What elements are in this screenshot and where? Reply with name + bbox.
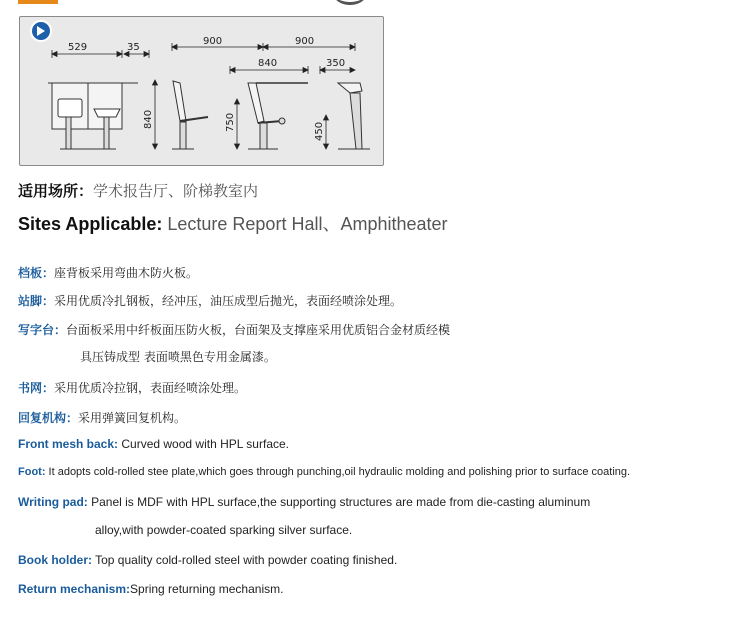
spec-en-item bbox=[18, 582, 283, 596]
sites-cn-value: 学术报告厅、阶梯教室内 bbox=[93, 182, 259, 200]
diagram-drawing bbox=[20, 17, 383, 165]
spec-en-text: Spring returning mechanism. bbox=[130, 582, 284, 596]
chair-side-view-desk bbox=[338, 83, 370, 149]
spec-cn-item bbox=[18, 264, 198, 281]
spec-cn-text: 采用优质冷扎钢板，经冲压，油压成型后抛光，表面经喷涂处理。 bbox=[54, 294, 403, 308]
spec-cn-label: 站脚： bbox=[18, 294, 55, 308]
spec-en-label: Foot: bbox=[18, 466, 46, 478]
spec-en-text: Panel is MDF with HPL surface,the supporting structures are made from die-casting aluminum bbox=[87, 495, 591, 509]
dim-350: 350 bbox=[326, 58, 346, 69]
spec-en-label: Return mechanism: bbox=[18, 582, 131, 596]
spec-cn-label: 档板： bbox=[18, 266, 55, 280]
spec-cn-text: 座背板采用弯曲木防火板。 bbox=[54, 266, 199, 280]
dimension-diagram bbox=[19, 16, 384, 166]
chair-side-view-folded bbox=[172, 81, 208, 149]
spec-en-continuation: alloy,with powder-coated sparking silver surface. bbox=[95, 523, 353, 537]
dim-840-height: 840 bbox=[143, 109, 154, 129]
dim-900-left: 900 bbox=[203, 36, 223, 47]
spec-cn-item bbox=[18, 321, 450, 338]
circle-arrow-right-icon[interactable] bbox=[31, 21, 51, 41]
spec-cn-label: 写字台： bbox=[18, 323, 67, 337]
spec-en-text: Top quality cold-rolled steel with powder coating finished. bbox=[92, 553, 398, 567]
sites-en-label: Sites Applicable: bbox=[18, 214, 163, 234]
dim-35: 35 bbox=[127, 42, 140, 53]
sites-en-heading bbox=[18, 210, 448, 236]
sites-cn-label: 适用场所： bbox=[18, 182, 94, 200]
spec-cn-label: 回复机构： bbox=[18, 411, 79, 425]
spec-en-label: Front mesh back: bbox=[18, 437, 119, 451]
spec-cn-text: 采用弹簧回复机构。 bbox=[78, 411, 187, 425]
chair-front-view bbox=[48, 83, 138, 149]
spec-en-item bbox=[18, 466, 630, 478]
dim-840-width: 840 bbox=[258, 58, 278, 69]
spec-en-item bbox=[18, 495, 590, 509]
dim-750: 750 bbox=[225, 112, 236, 132]
spec-cn-item bbox=[18, 292, 402, 309]
spec-en-label: Writing pad: bbox=[18, 495, 88, 509]
top-accent-bar bbox=[18, 0, 58, 4]
spec-cn-text: 台面板采用中纤板面压防火板，台面架及支撑座采用优质铝合金材质经模 bbox=[66, 323, 451, 337]
spec-cn-label: 书网： bbox=[18, 381, 55, 395]
spec-en-text: Curved wood with HPL surface. bbox=[118, 437, 289, 451]
spec-en-item bbox=[18, 437, 289, 451]
spec-cn-item bbox=[18, 379, 246, 396]
dim-900-right: 900 bbox=[295, 36, 315, 47]
spec-en-item bbox=[18, 553, 397, 567]
spec-en-label: Book holder: bbox=[18, 553, 92, 567]
sites-en-value: Lecture Report Hall、Amphitheater bbox=[162, 214, 448, 234]
dim-529: 529 bbox=[68, 42, 88, 53]
spec-en-text: It adopts cold-rolled stee plate,which goes through punching,oil hydraulic molding and polishing prior to surface coating. bbox=[45, 466, 631, 478]
spec-cn-continuation: 具压铸成型 表面喷黑色专用金属漆。 bbox=[80, 350, 276, 364]
chair-side-view-open bbox=[248, 83, 308, 149]
sites-cn-heading bbox=[18, 180, 258, 201]
spec-cn-text: 采用优质冷拉钢，表面经喷涂处理。 bbox=[54, 381, 247, 395]
spec-cn-item bbox=[18, 409, 186, 426]
dim-450: 450 bbox=[314, 121, 325, 141]
top-decoration bbox=[330, 0, 370, 5]
